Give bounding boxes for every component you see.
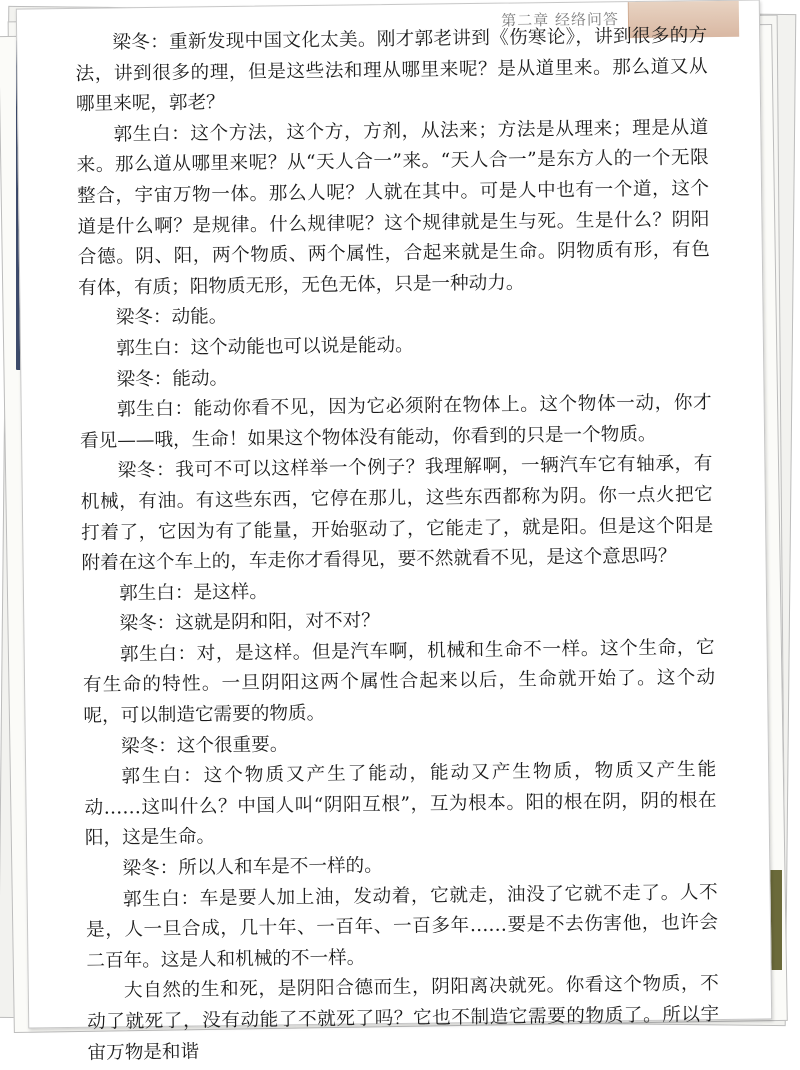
paragraph: 郭生白：车是要人加上油，发动着，它就走，油没了它就不走了。人不是，人一旦合成，几十年、一百年、一百多年……要是不去伤害他，也许会二百年。这是人和机械的不一样。: [85, 881, 719, 972]
paragraph: 郭生白：对，是这样。但是汽车啊，机械和生命不一样。这个生命，它有生命的特性。一旦阴阳这两个属性合起来以后，生命就开始了。这个动呢，可以制造它需要的物质。: [82, 636, 716, 727]
book-page: [16, 0, 772, 1064]
paragraph: 大自然的生和死，是阴阳合德而生，阴阳离决就死。你看这个物质，不动了就死了，没有动能了不就死了吗？它也不制造它需要的物质了。所以宇宙万物是和谐: [87, 973, 720, 1064]
paragraph: 梁冬：我可不可以这样举一个例子？我理解啊，一辆汽车它有轴承，有机械，有油。有这些东西，它停在那儿，这些东西都称为阴。你一点火把它打着了，它因为有了能量，开始驱动了，它能走了，就是阳。但是这个阳是附着在这个车上的，车走你才看得见，要不然就看不见，是这个意思吗？: [80, 453, 714, 574]
paragraph: 郭生白：能动你看不见，因为它必须附在物体上。这个物体一动，你才看见——哦，生命！如果这个物体没有能动，你看到的只是一个物质。: [79, 392, 712, 452]
paragraph: 梁冬：所以人和车是不一样的。: [122, 855, 383, 880]
paragraph: 梁冬：能动。: [116, 367, 229, 390]
paragraph: 郭生白：这个动能也可以说是能动。: [116, 334, 414, 360]
page-body: [75, 21, 720, 1069]
paragraph: 梁冬：这就是阴和阳，对不对？: [119, 610, 380, 635]
paragraph: 郭生白：是这样。: [119, 581, 269, 605]
paragraph: 郭生白：这个物质又产生了能动，能动又产生物质，物质又产生能动……这叫什么？中国人叫“阴阳互根”，互为根本。阳的根在阴，阴的根在阳，这是生命。: [84, 759, 717, 850]
running-header: 第二章 经络问答: [501, 10, 620, 30]
paragraph: 梁冬：这个很重要。: [120, 733, 289, 758]
paragraph: 梁冬：重新发现中国文化太美。刚才郭老讲到《伤寒论》，讲到很多的方法，讲到很多的理，但是这些法和理从哪里来呢？是从道里来。那么道又从哪里来呢，郭老？: [75, 25, 708, 116]
paragraph: 梁冬：动能。: [115, 306, 228, 329]
paragraph: 郭生白：这个方法，这个方，方剂，从法来；方法是从理来；理是从道来。那么道从哪里来呢？从“天人合一”来。“天人合一”是东方人的一个无限整合，宇宙万物一体。那么人呢？人就在其中。可是人中也有一个道，这个道是什么啊？是规律。什么规律呢？这个规律就是生与死。生是什么？阴阳合德。阴、阳，两个物质、两个属性，合起来就是生命。阴物质有形，有色有体，有质；阳物质无形，无色无体，只是一种动力。: [76, 116, 710, 299]
